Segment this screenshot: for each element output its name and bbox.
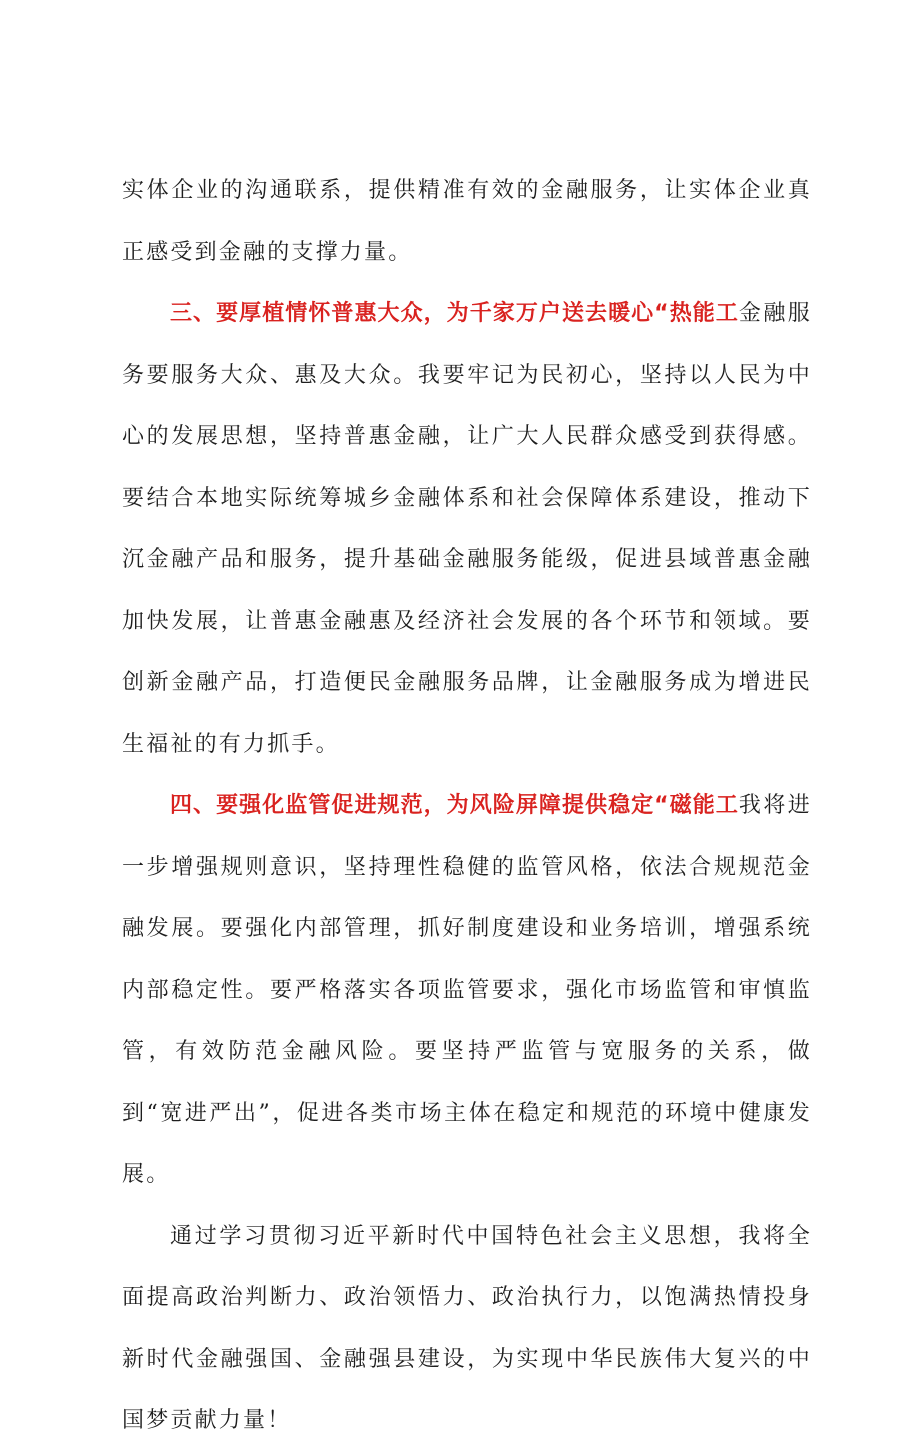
section-three-text: 金融服务要服务大众、惠及大众。我要牢记为民初心，坚持以人民为中心的发展思想，坚持普惠金融，让广大人民群众感受到获得感。要结合本地实际统筹城乡金融体系和社会保障体系建设，推动下沉金融产品和服务，提升基础金融服务能级，促进县域普惠金融加快发展，让普惠金融惠及经济社会发展的各个环节和领域。要创新金融产品，打造便民金融服务品牌，让金融服务成为增进民生福祉的有力抓手。 xyxy=(122,301,812,757)
conclusion-paragraph xyxy=(122,1206,812,1452)
section-three-paragraph xyxy=(122,283,812,775)
section-four-heading: 四、要强化监管促进规范，为风险屏障提供稳定“磁能工 xyxy=(170,793,739,818)
conclusion-text: 通过学习贯彻习近平新时代中国特色社会主义思想，我将全面提高政治判断力、政治领悟力、政治执行力，以饱满热情投身新时代金融强国、金融强县建设，为实现中华民族伟大复兴的中国梦贡献力量！ xyxy=(122,1223,812,1433)
section-four-paragraph xyxy=(122,775,812,1206)
document-body xyxy=(122,160,812,1452)
paragraph-text: 实体企业的沟通联系，提供精准有效的金融服务，让实体企业真正感受到金融的支撑力量。 xyxy=(122,178,812,265)
section-three-heading: 三、要厚植情怀普惠大众，为千家万户送去暖心“热能工 xyxy=(170,301,739,326)
section-four-text: 我将进一步增强规则意识，坚持理性稳健的监管风格，依法合规规范金融发展。要强化内部管理，抓好制度建设和业务培训，增强系统内部稳定性。要严格落实各项监管要求，强化市场监管和审慎监管，有效防范金融风险。要坚持严监管与宽服务的关系，做到“宽进严出”，促进各类市场主体在稳定和规范的环境中健康发展。 xyxy=(122,793,812,1187)
paragraph-continuation xyxy=(122,160,812,283)
